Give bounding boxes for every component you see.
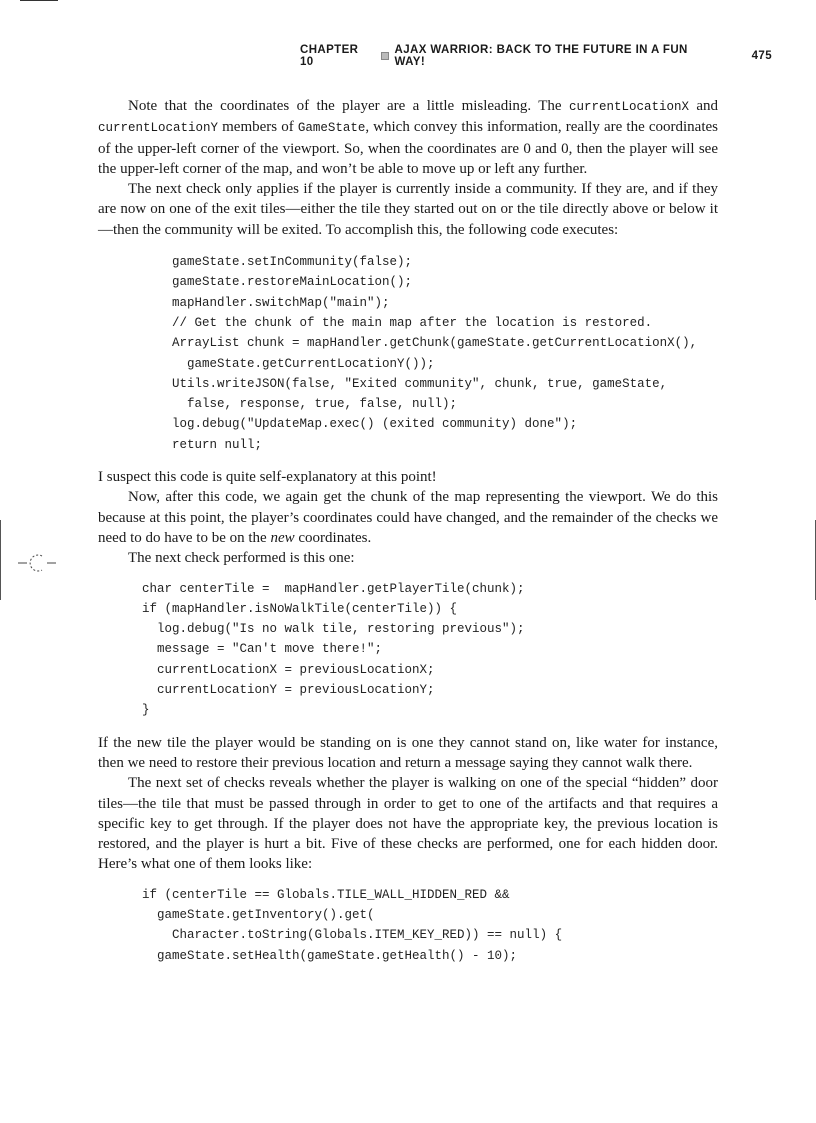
top-rule: [20, 0, 58, 1]
code-block-exit-community: gameState.setInCommunity(false); gameState.restoreMainLocation(); mapHandler.switchMap("main"); // Get the chunk of the main map after the location is restored. ArrayList chunk = mapHandler.getChunk(gameState.getCurrentLocationX(), gameState.getCurrentLocationY()); Utils.writeJSON(false, "Exited community", chunk, true, gameState, false, response, true, false, null); log.debug("UpdateMap.exec() (exited community) done"); return null;: [172, 255, 698, 452]
paragraph-hidden-doors: The next set of checks reveals whether the player is walking on one of the special “hidden” door tiles—the tile that must be passed through in order to get to one of the artifacts and that requires a specific key to get through. If the player does not have the appropriate key, the previous location is restored, and the player is hurt a bit. Five of these checks are performed, one for each hidden door. Here’s what one of them looks like:: [98, 775, 718, 873]
square-bullet-icon: [381, 52, 389, 60]
left-margin-line: [0, 520, 1, 600]
page-body: [98, 96, 718, 966]
inline-code: GameState: [297, 121, 366, 136]
chapter-title: AJAX WARRIOR: BACK TO THE FUTURE IN A FUN WAY!: [394, 44, 688, 68]
page-number: 475: [751, 50, 772, 62]
paragraph-next-check: The next check performed is this one:: [128, 550, 355, 567]
paragraph-coordinates: Note that the coordinates of the player are a little misleading. The currentLocationX and currentLocationY members of GameState, which convey this information, really are the coordinates of the upper-left corner of the viewport. So, when the coordinates are 0 and 0, then the player will see the upper-left corner of the map, and won’t be able to move up or left any further.: [98, 98, 718, 177]
paragraph-self-explanatory: I suspect this code is quite self-explanatory at this point!: [98, 469, 437, 486]
inline-code: currentLocationY: [98, 121, 219, 136]
running-head: [300, 44, 772, 68]
paragraph-no-walk-explanation: If the new tile the player would be standing on is one they cannot stand on, like water for instance, then we need to restore their previous location and return a message saying they cannot walk there.: [98, 734, 718, 771]
chapter-label: CHAPTER 10: [300, 44, 359, 68]
code-block-hidden-door: if (centerTile == Globals.TILE_WALL_HIDDEN_RED && gameState.getInventory().get( Character.toString(Globals.ITEM_KEY_RED)) == null) { gameState.setHealth(gameState.getHealth() - 10);: [142, 887, 563, 963]
paragraph-chunk: Now, after this code, we again get the chunk of the map representing the viewport. We do this because at this point, the player’s coordinates could have changed, and the remainder of the checks we need to do have to be on the new coordinates.: [98, 489, 718, 546]
emphasis-new: new: [270, 529, 295, 546]
code-block-no-walk: char centerTile = mapHandler.getPlayerTile(chunk); if (mapHandler.isNoWalkTile(centerTile)) { log.debug("Is no walk tile, restoring previous"); message = "Can't move there!"; currentLocationX = previousLocationX; currentLocationY = previousLocationY; }: [142, 581, 525, 718]
inline-code: currentLocationX: [568, 100, 689, 114]
paragraph-community-check: The next check only applies if the player is currently inside a community. If they are, and if they are now on one of the exit tiles—either the tile they started out on or the tile directly above or below it—then the community will be exited. To accomplish this, the following code executes:: [98, 181, 718, 238]
crop-mark-icon: [18, 552, 56, 574]
